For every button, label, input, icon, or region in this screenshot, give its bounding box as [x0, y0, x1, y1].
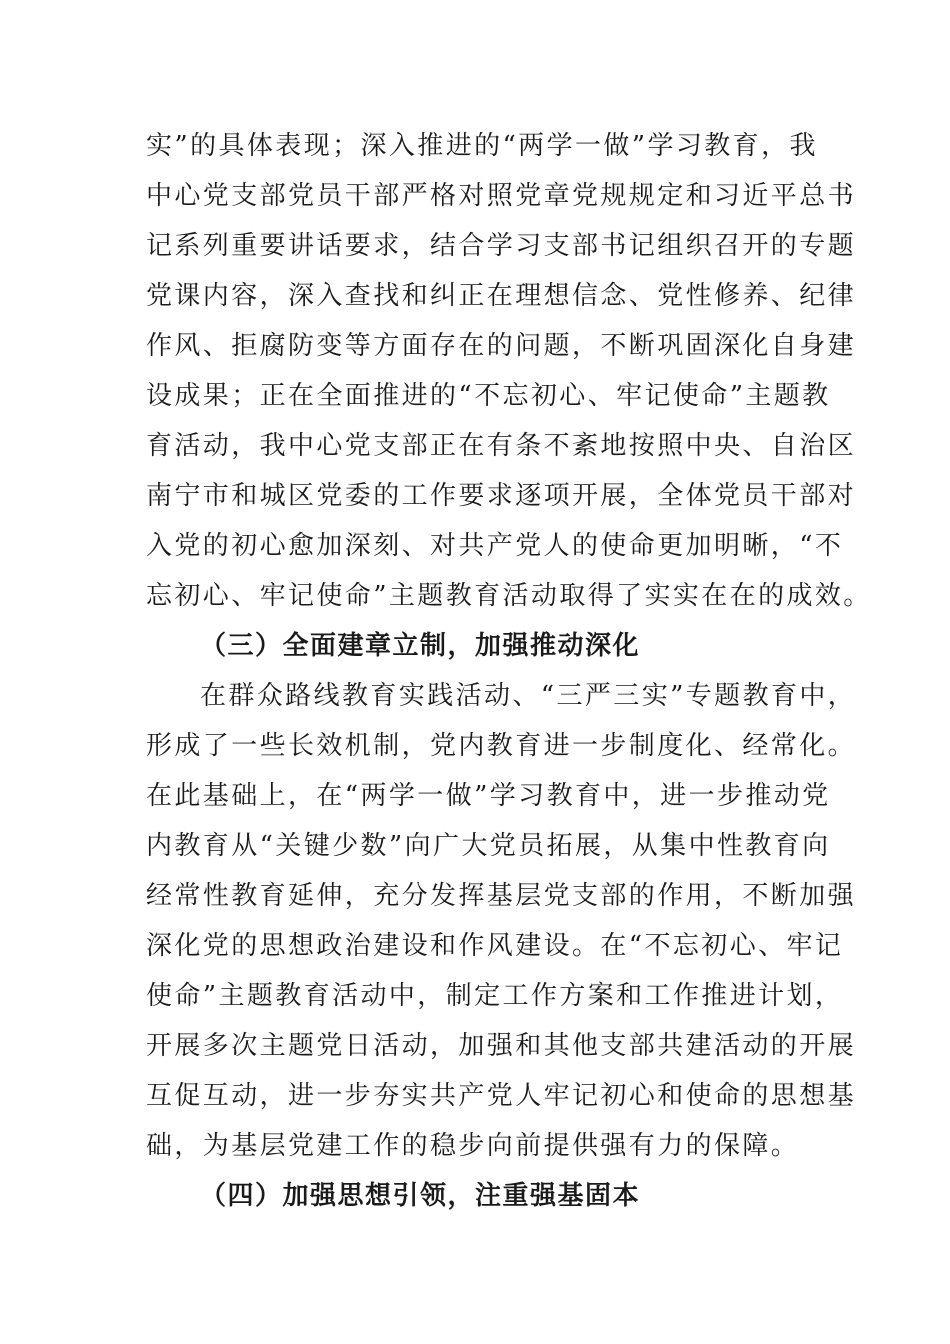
paragraph-2-line-5: 经常性教育延伸，充分发挥基层党支部的作用，不断加强 [146, 881, 857, 911]
paragraph-1-line-5: 作风、拒腐防变等方面存在的问题，不断巩固深化自身建 [146, 331, 857, 361]
paragraph-2-line-9: 互促互动，进一步夯实共产党人牢记初心和使命的思想基 [146, 1081, 857, 1111]
paragraph-2-line-4: 内教育从“关键少数”向广大党员拓展，从集中性教育向 [146, 831, 831, 861]
paragraph-1-line-2: 中心党支部党员干部严格对照党章党规规定和习近平总书 [146, 181, 857, 211]
paragraph-2-line-7: 使命”主题教育活动中，制定工作方案和工作推进计划， [146, 981, 844, 1011]
paragraph-1-line-10: 忘初心、牢记使命”主题教育活动取得了实实在在的成效。 [146, 581, 872, 611]
paragraph-1-line-3: 记系列重要讲话要求，结合学习支部书记组织召开的专题 [146, 231, 857, 261]
paragraph-2-line-6: 深化党的思想政治建设和作风建设。在“不忘初心、牢记 [146, 931, 844, 961]
paragraph-2-line-10: 础，为基层党建工作的稳步向前提供强有力的保障。 [146, 1131, 800, 1161]
paragraph-1-line-1: 实”的具体表现；深入推进的“两学一做”学习教育，我 [146, 131, 818, 161]
paragraph-1-line-8: 南宁市和城区党委的工作要求逐项开展，全体党员干部对 [146, 481, 857, 511]
paragraph-1-line-9: 入党的初心愈加深刻、对共产党人的使命更加明晰，“不 [146, 531, 844, 561]
paragraph-1-line-6: 设成果；正在全面推进的“不忘初心、牢记使命”主题教 [146, 381, 831, 411]
paragraph-2-line-3: 在此基础上，在“两学一做”学习教育中，进一步推动党 [146, 781, 831, 811]
section-heading-4: （四）加强思想引领，注重强基固本 [200, 1181, 641, 1211]
section-heading-3: （三）全面建章立制，加强推动深化 [200, 631, 641, 661]
paragraph-2-line-2: 形成了一些长效机制，党内教育进一步制度化、经常化。 [146, 731, 857, 761]
paragraph-1-line-4: 党课内容，深入查找和纠正在理想信念、党性修养、纪律 [146, 281, 857, 311]
paragraph-2-line-8: 开展多次主题党日活动，加强和其他支部共建活动的开展 [146, 1031, 857, 1061]
paragraph-1-line-7: 育活动，我中心党支部正在有条不紊地按照中央、自治区 [146, 431, 857, 461]
paragraph-2-line-1: 在群众路线教育实践活动、“三严三实”专题教育中， [200, 681, 857, 711]
